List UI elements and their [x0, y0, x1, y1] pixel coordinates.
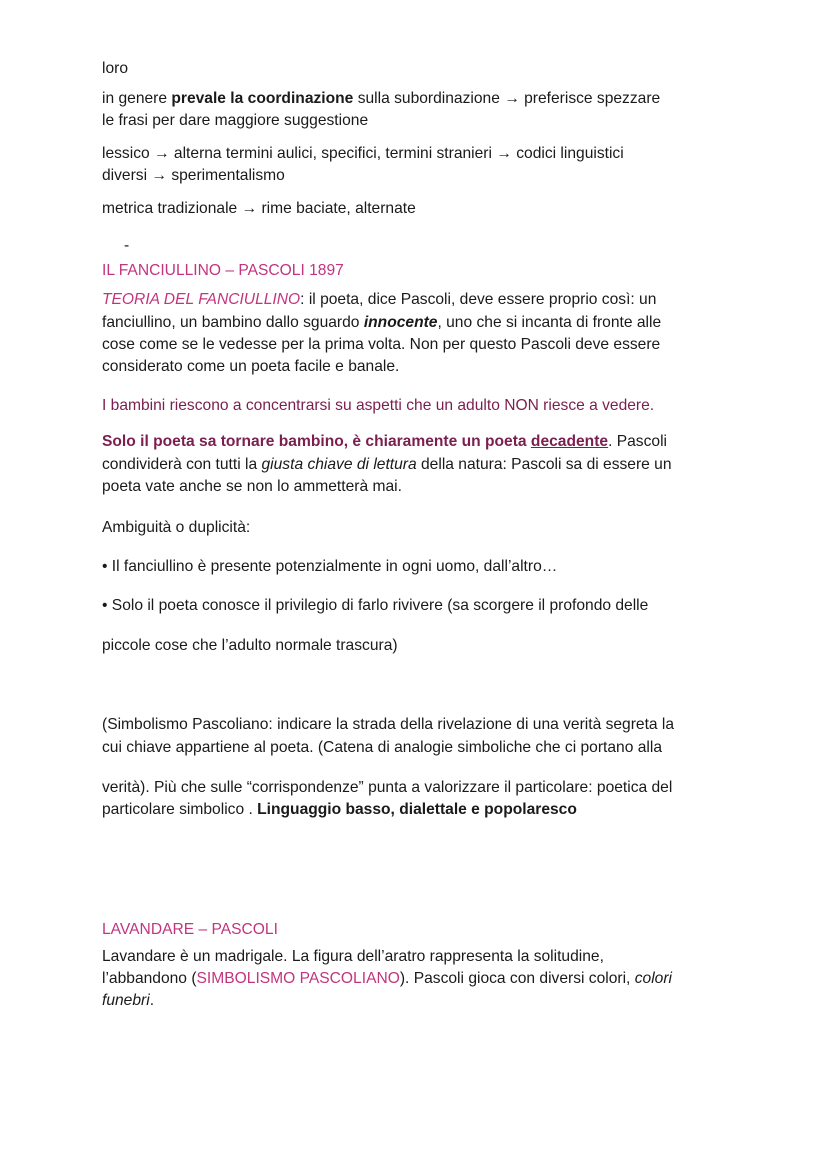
text-line [102, 990, 154, 1012]
section-heading-lavandare: LAVANDARE – PASCOLI [102, 921, 278, 938]
text-line: metrica tradizionale → rime baciate, alternate [102, 200, 416, 217]
text-line: diversi → sperimentalismo [102, 167, 285, 184]
bold-text: prevale la coordinazione [171, 90, 354, 107]
text-line [102, 968, 672, 990]
text-line [102, 88, 660, 110]
text: fanciullino, un bambino dallo sguardo [102, 314, 364, 331]
text-line [102, 799, 577, 821]
text: sulla subordinazione → preferisce spezzare [353, 90, 661, 107]
text: , uno che si incanta di fronte alle [437, 314, 662, 331]
dash-marker: - [124, 237, 130, 254]
bold-text: Linguaggio basso, dialettale e popolaresco [257, 801, 577, 818]
text-line [102, 312, 661, 334]
text-line: Ambiguità o duplicità: [102, 519, 251, 536]
text-line [102, 289, 656, 311]
bold-plum-text: Solo il poeta sa tornare bambino, è chiaramente un poeta [102, 433, 531, 450]
text-line [102, 58, 128, 80]
italic-text: colori [634, 970, 672, 987]
text-line: poeta vate anche se non lo ammetterà mai. [102, 478, 402, 495]
text: . Pascoli [608, 433, 667, 450]
text: : il poeta, dice Pascoli, deve essere proprio così: un [300, 291, 657, 308]
text-line [102, 431, 667, 453]
bullet-item: • Il fanciullino è presente potenzialmente in ogni uomo, dall’altro… [102, 558, 558, 575]
text: ). Pascoli gioca con diversi colori, [399, 970, 635, 987]
text-line: cui chiave appartiene al poeta. (Catena di analogie simboliche che ci portano alla [102, 739, 662, 756]
highlight-line: I bambini riescono a concentrarsi su aspetti che un adulto NON riesce a vedere. [102, 397, 655, 414]
text-line: (Simbolismo Pascoliano: indicare la strada della rivelazione di una verità segreta la [102, 716, 675, 733]
italic-text: funebri [102, 992, 150, 1009]
italic-text: giusta chiave di lettura [261, 456, 417, 473]
text-line: verità). Più che sulle “corrispondenze” punta a valorizzare il particolare: poetica del [102, 779, 673, 796]
text: particolare simbolico . [102, 801, 258, 818]
text: in genere [102, 90, 172, 107]
text-line [102, 454, 672, 476]
text: . [149, 992, 155, 1009]
bullet-item: • Solo il poeta conosce il privilegio di farlo rivivere (sa scorgere il profondo delle [102, 597, 649, 614]
text-line: le frasi per dare maggiore suggestione [102, 112, 369, 129]
text-line: cose come se le vedesse per la prima volta. Non per questo Pascoli deve essere [102, 336, 661, 353]
pink-text: SIMBOLISMO PASCOLIANO [196, 970, 400, 987]
italic-pink-title: TEORIA DEL FANCIULLINO [102, 291, 301, 308]
text: loro [102, 60, 129, 77]
text-line: lessico → alterna termini aulici, specifici, termini stranieri → codici linguistici [102, 145, 624, 162]
text: l’abbandono ( [102, 970, 197, 987]
text-line: piccole cose che l’adulto normale trascura) [102, 637, 398, 654]
section-heading-fanciullino: IL FANCIULLINO – PASCOLI 1897 [102, 262, 344, 279]
bold-italic-text: innocente [363, 314, 438, 331]
text-line: considerato come un poeta facile e banale. [102, 358, 400, 375]
text-line: Lavandare è un madrigale. La figura dell’aratro rappresenta la solitudine, [102, 948, 604, 965]
text: condividerà con tutti la [102, 456, 262, 473]
underlined-text: decadente [530, 433, 609, 450]
text: della natura: Pascoli sa di essere un [416, 456, 672, 473]
